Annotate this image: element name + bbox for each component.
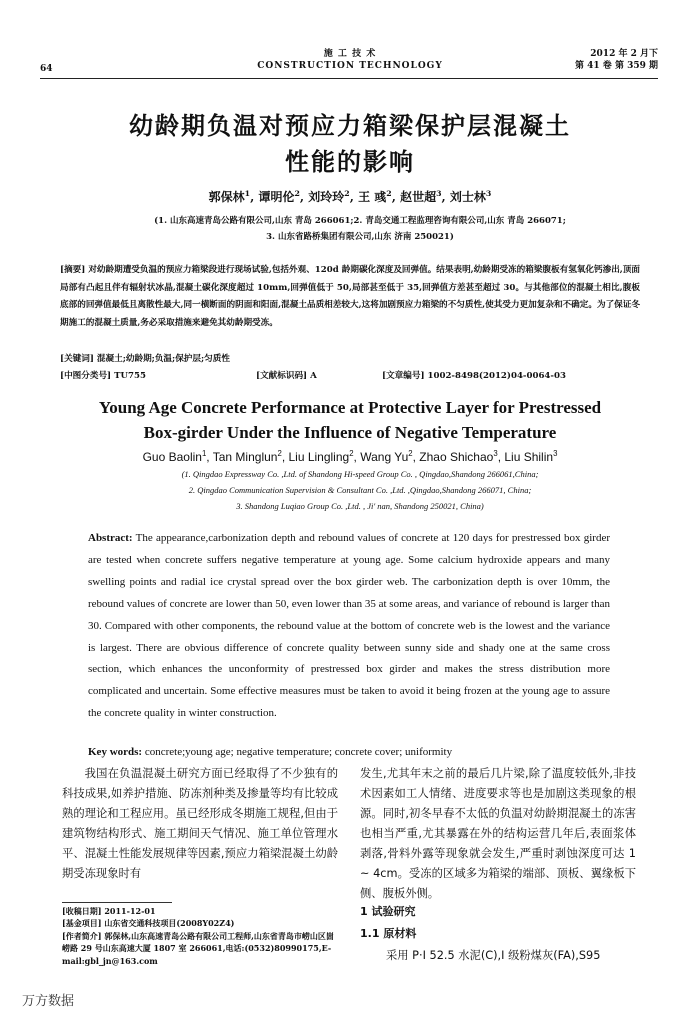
author-cn: 王 彧$^2$ <box>358 189 392 204</box>
keywords-cn-label: [关键词] <box>60 354 94 364</box>
title-cn-line1: 幼龄期负温对预应力箱梁保护层混凝土 <box>129 111 571 140</box>
author-en: Liu Lingling$^2$ <box>288 449 354 464</box>
doc-code: [文献标识码] A <box>256 371 317 381</box>
issue-date: 2012 年 2 月下 <box>590 49 658 59</box>
abstract-en <box>88 528 610 725</box>
abstract-cn <box>60 262 640 332</box>
title-en-line1: Young Age Concrete Performance at Protective Layer for Prestressed <box>98 398 602 417</box>
clc-value: TU755 <box>114 371 146 381</box>
keywords-cn-text: 混凝土;幼龄期;负温;保护层;匀质性 <box>96 354 230 364</box>
affiliation-line: 3. Shandong Luqiao Group Co. ,Ltd. , Ji' nan, Shandong 250021, China) <box>236 501 484 511</box>
keywords-en-label: Key words: <box>88 746 143 758</box>
affiliation-line: 3. 山东省路桥集团有限公司,山东 济南 250021) <box>266 232 454 242</box>
clc-label: [中图分类号] <box>60 371 112 381</box>
journal-name-cn: 施 工 技 术 <box>323 49 377 59</box>
footnote-rule <box>62 902 172 903</box>
classification-line <box>60 369 640 381</box>
section-heading: 1 试验研究 <box>360 905 416 918</box>
affiliations-cn <box>60 213 660 245</box>
watermark: 万方数据 <box>22 994 75 1009</box>
journal-name-en: CONSTRUCTION TECHNOLOGY <box>257 61 443 71</box>
article-number: [文章编号] 1002-8498(2012)04-0064-03 <box>382 371 566 381</box>
subsection-heading: 1.1 原材料 <box>360 927 417 940</box>
abstract-en-label: Abstract: <box>88 532 133 544</box>
title-cn-line2: 性能的影响 <box>285 147 415 176</box>
author-cn: 刘玲玲$^2$ <box>308 189 350 204</box>
affiliations-en <box>60 466 660 514</box>
title-en <box>0 395 700 445</box>
page-number: 64 <box>40 64 53 74</box>
title-en-line2: Box-girder Under the Influence of Negative Temperature <box>143 423 557 442</box>
footnote-author-bio: [作者简介] 郭保林,山东高速青岛公路有限公司工程师,山东省青岛市崂山区崮崂路 29 号山东高速大厦 1807 室 266061,电话:(0532)80990175,E-mail:gbl_jn@163.com <box>62 930 334 966</box>
issue-volume: 第 41 卷 第 359 期 <box>575 61 658 71</box>
affiliation-line: (1. Qingdao Expressway Co. ,Ltd. of Shandong Hi-speed Group Co. , Qingdao,Shandong 266061,China; <box>181 469 539 479</box>
author-en: Guo Baolin$^1$ <box>142 449 207 464</box>
keywords-en <box>88 746 610 758</box>
author-en: Tan Minglun$^2$ <box>212 449 282 464</box>
issue-info <box>575 48 658 72</box>
body-left-column: 我国在负温混凝土研究方面已经取得了不少独有的科技成果,如养护措施、防冻剂种类及掺量等均有比较成熟的理论和工程应用。虽已经形成冬期施工规程,但由于建筑物结构形式、施工期间天气情况、施工单位管理水平、混凝土性能发展规律等因素,预应力箱梁混凝土幼龄期受冻现象时有 <box>62 767 338 880</box>
author-cn: 谭明伦$^2$ <box>258 189 300 204</box>
author-en: Zhao Shichao$^3$ <box>419 449 498 464</box>
footnote-received: [收稿日期] 2011-12-01 <box>62 906 156 916</box>
author-en: Wang Yu$^2$ <box>360 449 413 464</box>
keywords-cn <box>60 352 640 364</box>
footnotes <box>62 905 340 967</box>
author-en: Liu Shilin$^3$ <box>504 449 558 464</box>
abstract-cn-text: 对幼龄期遭受负温的预应力箱梁段进行现场试验,包括外观、120d 龄期碳化深度及回弹值。结果表明,幼龄期受冻的箱梁腹板有氢氧化钙渗出,顶面局部有凸起且伴有辐射状冰晶,混凝土碳化深度超过 10mm,回弹值低于 50,局部甚至低于 35,回弹值方差甚至超过 30。与其他部位的混凝土相比,腹板底部的回弹值最低且离散性最大,同一横断面的阴面和阳面,混凝土品质相差较大,这将加剧预应力箱梁的不匀质性,使其受力更加复杂和不确定。为了保证冬期施工的混凝土质量,务必采取措施来避免其幼龄期受冻。 <box>60 265 640 328</box>
footnote-funding: [基金项目] 山东省交通科技项目(2008Y02Z4) <box>62 918 235 929</box>
keywords-en-text: concrete;young age; negative temperature; concrete cover; uniformity <box>144 746 453 758</box>
affiliation-line: (1. 山东高速青岛公路有限公司,山东 青岛 266061;2. 青岛交通工程监理咨询有限公司,山东 青岛 266071; <box>154 216 566 226</box>
author-cn: 刘士林$^3$ <box>449 189 492 204</box>
body-right-column: 发生,尤其年末之前的最后几片梁,除了温度较低外,非技术因素如工人情绪、进度要求等也是加剧这类现象的根源。同时,初冬早春不太低的负温对幼龄期混凝土的冻害也相当严重,尤其暴露在外的结构运营几年后,表面浆体剥落,骨料外露等现象就会发生,严重时剥蚀深度可达 1 ~ 4cm。受冻的区域多为箱梁的端部、顶板、翼缘板下侧、腹板外侧。 <box>360 767 636 900</box>
affiliation-line: 2. Qingdao Communication Supervision & Consultant Co. ,Ltd. ,Qingdao,Shandong 266071, China; <box>188 485 532 495</box>
title-cn <box>0 108 700 180</box>
authors-cn: 郭保林$^1$, 谭明伦$^2$, 刘玲玲$^2$, 王 彧$^2$, 赵世超$^3$, 刘士林$^3$ <box>208 189 492 204</box>
header-rule <box>40 78 658 79</box>
body-right-continuation: 采用 P·I 52.5 水泥(C),I 级粉煤灰(FA),S95 <box>386 949 601 962</box>
author-cn: 赵世超$^3$ <box>400 189 442 204</box>
abstract-cn-label: [摘要] <box>60 265 86 275</box>
author-cn: 郭保林$^1$ <box>208 189 251 204</box>
authors-en: Guo Baolin$^1$, Tan Minglun$^2$, Liu Lingling$^2$, Wang Yu$^2$, Zhao Shichao$^3$, Liu Shilin$^3$ <box>142 449 558 464</box>
abstract-en-text: The appearance,carbonization depth and rebound values of concrete at 120 days for prestressed box girder are tested when concrete suffers negative temperature at young age. Some calcium hydroxide appears and many swelling points and radial ice crystal spread over the box girder web. The carbonization depth is over 10mm, the rebound values of concrete are lower than 50, even lower than 35 at some areas, and variance of rebound is larger than 30. Compared with other components, the rebound value at the bottom of concrete web is the lowest and the variance is largest. There are obvious difference of concrete quality between sunny side and shady one at the same cross section, which enhances the unconformity of prestressed box girder and makes the stress distribution more complicated and uncertain. Some effective measures must be taken to avoid it being frozen at the young age to assure the concrete quality in winter construction. <box>88 532 610 720</box>
